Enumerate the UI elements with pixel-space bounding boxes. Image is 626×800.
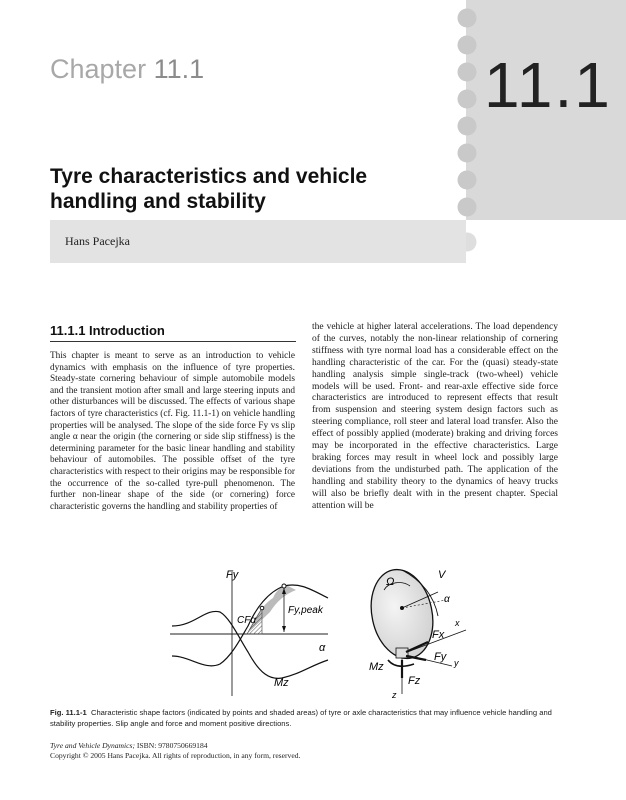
author-name: Hans Pacejka bbox=[65, 234, 130, 248]
tyre-characteristics-figure bbox=[170, 556, 480, 700]
chapter-number: 11.1 bbox=[153, 54, 205, 84]
label-x: x bbox=[455, 618, 460, 628]
dot bbox=[458, 117, 477, 136]
label-fy-wheel: Fy bbox=[434, 651, 447, 663]
point bbox=[260, 606, 264, 610]
page-title: Tyre characteristics and vehicle handling and stability bbox=[50, 165, 368, 213]
footer-isbn: ISBN: 9780750669184 bbox=[136, 741, 208, 750]
peak-point bbox=[282, 584, 286, 588]
chapter-big-number: 11.1 bbox=[484, 49, 612, 121]
figure-caption-text: Characteristic shape factors (indicated by points and shaded areas) of tyre or axle characteristics that may influence vehicle handling and stability properties. Slip angle and force and moment positive directions. bbox=[50, 708, 552, 728]
dot bbox=[458, 36, 477, 55]
section-rule bbox=[50, 341, 296, 342]
arrow bbox=[282, 626, 286, 632]
chapter-word: Chapter bbox=[50, 54, 147, 84]
footer-book-line bbox=[50, 741, 208, 750]
body-left-column: This chapter is meant to serve as an introduction to vehicle dynamics with emphasis on the influence of tyre properties. Steady-state cornering behaviour of simple automobile models and the transient motion after small and large steering inputs and other disturbances will be discussed. The effects of various shape factors of tyre characteristics (cf. Fig. 11.1-1) on vehicle handling properties will be analysed. The slope of the side force Fy vs slip angle α near the origin (the cornering or side slip stiffness) is the determining parameter for the basic linear handling and stability behaviour of automobiles. The possible offset of the tyre characteristics with respect to their origins may be responsible for the occurrence of the so-called tyre-pull phenomenon. The further non-linear shape of the side (or cornering) force characteristic governs the handling and stability properties of bbox=[50, 351, 295, 512]
body-right-column: the vehicle at higher lateral accelerations. The load dependency of the curves, notably the non-linear relationship of cornering stiffness with tyre normal load has a considerable effect on the handling characteristic of the car. For the (quasi) steady-state handling analysis simple single-track (two-wheel) vehicle models will be used. Front- and rear-axle effective side force characteristics are introduced to represent effects that result from suspension and steering system design factors such as steering compliance, roll steer and lateral load transfer. Also the effect of possibly applied (moderate) braking and driving forces may be incorporated in the effective characteristics. Large braking forces may result in wheel lock and possibly large deviations from the undisturbed path. The application of the handling and stability theory to the dynamics of heavy trucks will also be briefly dealt with in the present chapter. Special attention will be bbox=[312, 322, 558, 511]
label-y: y bbox=[454, 658, 459, 668]
chapter-label bbox=[50, 54, 204, 85]
label-alpha: α bbox=[319, 642, 326, 654]
figure-caption-label: Fig. 11.1-1 bbox=[50, 708, 87, 717]
dot bbox=[458, 90, 477, 109]
label-alpha-2: α bbox=[444, 594, 450, 605]
label-v: V bbox=[438, 569, 446, 581]
dot bbox=[458, 198, 477, 217]
label-fz: Fz bbox=[408, 675, 421, 687]
label-fy: Fy bbox=[226, 569, 239, 581]
label-mz-wheel: Mz bbox=[369, 661, 384, 673]
dot bbox=[458, 144, 477, 163]
label-z: z bbox=[392, 690, 397, 700]
label-cfa: CFα bbox=[237, 615, 257, 626]
label-mz: Mz bbox=[274, 677, 289, 689]
dot bbox=[458, 9, 477, 28]
label-omega: Ω bbox=[386, 576, 395, 588]
dot bbox=[458, 171, 477, 190]
label-fx: Fx bbox=[432, 629, 445, 641]
dot bbox=[458, 63, 477, 82]
section-heading: 11.1.1 Introduction bbox=[50, 323, 165, 338]
footer-copyright: Copyright © 2005 Hans Pacejka. All rights of reproduction, in any form, reserved. bbox=[50, 751, 301, 760]
figure-caption bbox=[50, 708, 560, 729]
label-fy-peak: Fy,peak bbox=[288, 605, 323, 616]
footer-book: Tyre and Vehicle Dynamics; bbox=[50, 741, 135, 750]
